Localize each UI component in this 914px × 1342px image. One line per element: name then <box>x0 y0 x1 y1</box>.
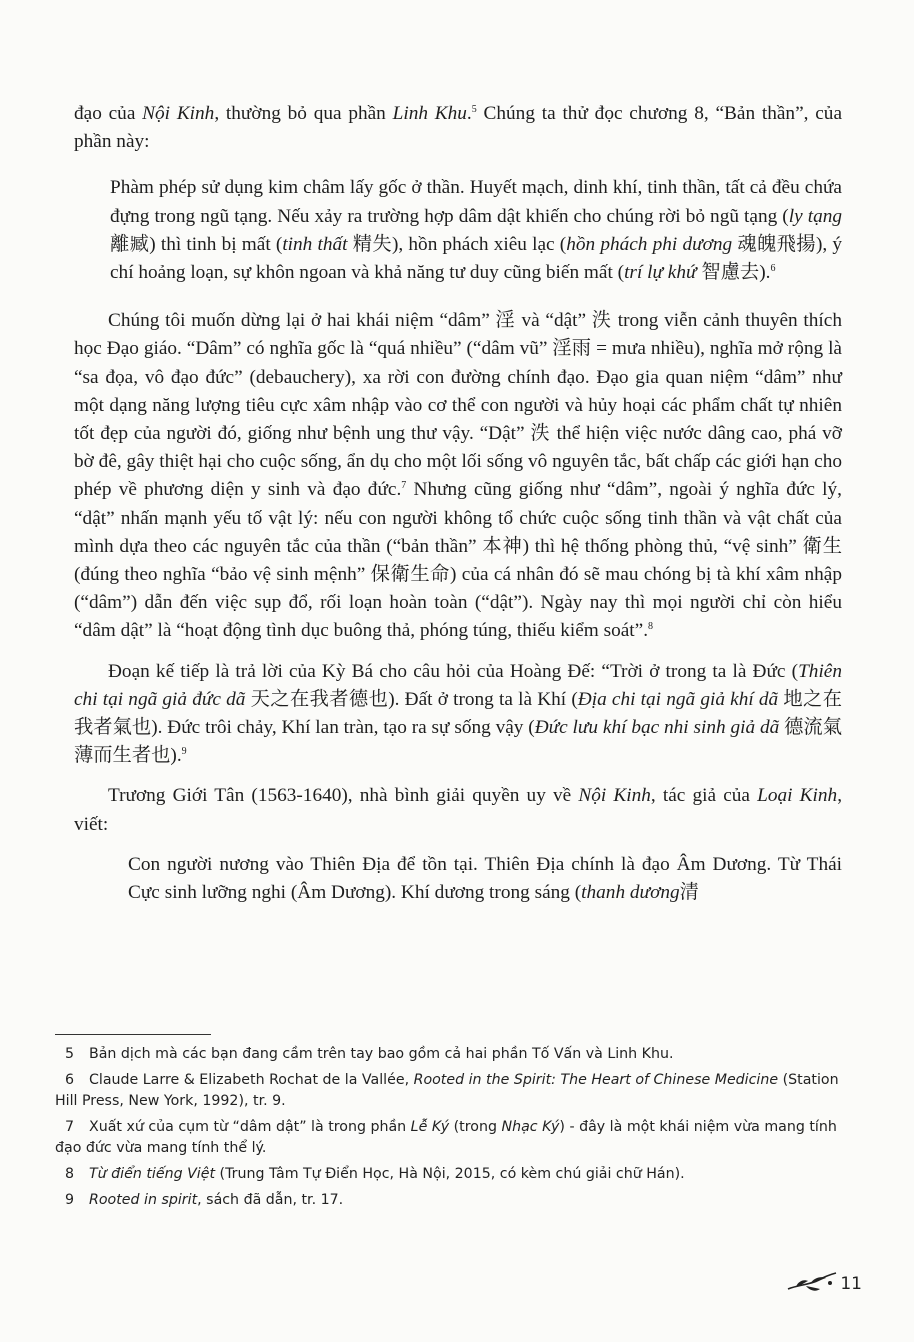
footnote-ref-8[interactable]: 8 <box>648 621 654 633</box>
paragraph-intro: đạo của Nội Kinh, thường bỏ qua phần Linh Khu.$^5$ Chúng ta thử đọc chương 8, “Bản thần”, của phần này: <box>74 103 842 153</box>
footnote-6: 6 Claude Larre & Elizabeth Rochat de la Vallée, Rooted in the Spirit: The Heart of Chinese Medicine (Station Hill Press, New York, 1992), tr. 9. <box>55 1072 839 1109</box>
leaf-ornament-icon <box>786 1269 838 1295</box>
footnote-8: 8 Từ điển tiếng Việt (Trung Tâm Tự Điển Học, Hà Nội, 2015, có kèm chú giải chữ Hán). <box>65 1166 685 1182</box>
paragraph-truong-gioi-tan: Trương Giới Tân (1563-1640), nhà bình giải quyền uy về Nội Kinh, tác giả của Loại Kinh, viết: <box>74 785 843 835</box>
block-quote-ban-than: Phàm phép sử dụng kim châm lấy gốc ở thần. Huyết mạch, dinh khí, tinh thần, tất cả đều chứa đựng trong ngũ tạng. Nếu xảy ra trường hợp dâm dật khiến cho chúng rời bỏ ngũ tạng (ly tạng離臧) thì tinh bị mất (tinh thất 精失), hồn phách xiêu lạc (hồn phách phi dương 魂魄飛揚), ý chí hoảng loạn, sự khôn ngoan và khả năng tư duy cũng biến mất (trí lự khứ 智慮去).$^6$ <box>110 177 843 284</box>
body-text <box>74 100 842 907</box>
paragraph-dam-dat: Chúng tôi muốn dừng lại ở hai khái niệm “dâm” 淫 và “dật” 泆 trong viễn cảnh thuyên thích học Đạo giáo. “Dâm” có nghĩa gốc là “quá nhiều” (“dâm vũ” 淫雨 = mưa nhiều), nghĩa mở rộng là “sa đọa, vô đạo đức” (debauchery), xa rời con đường chính đạo. Đạo gia quan niệm “dâm” như một dạng năng lượng tiêu cực xâm nhập vào cơ thể con người và hủy hoại các phẩm chất tự nhiên tốt đẹp của người đó, giống như bệnh ung thư vậy. “Dật” 泆 thể hiện việc nước dâng cao, phá vỡ bờ đê, gây thiệt hại cho cuộc sống, ẩn dụ cho một lối sống vô nguyên tắc, bất chấp các giới hạn cho phép về phương diện y sinh và đạo đức.$^7$ Nhưng cũng giống như “dâm”, ngoài ý nghĩa đức lý, “dật” nhấn mạnh yếu tố vật lý: nếu con người không tổ chức cuộc sống tinh thần và vật chất của mình dựa theo các nguyên tắc của thần (“bản thần” 本神) thì hệ thống phòng thủ, “vệ sinh” 衛生 (đúng theo nghĩa “bảo vệ sinh mệnh” 保衛生命) của cá nhân đó sẽ mau chóng bị tà khí xâm nhập (“dâm”) dẫn đến việc sụp đổ, rối loạn hoàn toàn (“dật”). Ngày nay thì mọi người chỉ còn hiểu “dâm dật” là “hoạt động tình dục buông thả, phóng túng, thiếu kiểm soát”.$^8$ <box>74 310 843 642</box>
footnote-ref-9[interactable]: 9 <box>181 746 187 758</box>
paragraph-ky-ba: Đoạn kế tiếp là trả lời của Kỳ Bá cho câu hỏi của Hoàng Đế: “Trời ở trong ta là Đức (Thiên chi tại ngã giả đức dã 天之在我者德也). Đất ở trong ta là Khí (Địa chi tại ngã giả khí dã 地之在我者氣也). Đức trôi chảy, Khí lan tràn, tạo ra sự sống vậy (Đức lưu khí bạc nhi sinh giả dã 德流氣薄而生者也).$^9$ <box>74 660 842 767</box>
footnote-7: 7 Xuất xứ của cụm từ “dâm dật” là trong phần Lễ Ký (trong Nhạc Ký) - đây là một khái niệm vừa mang tính đạo đức vừa mang tính thể lý. <box>55 1119 837 1156</box>
page-number: 11 <box>840 1274 862 1294</box>
footnote-ref-5[interactable]: 5 <box>471 104 477 115</box>
footnote-ref-7[interactable]: 7 <box>401 480 407 492</box>
block-quote-am-duong: Con người nương vào Thiên Địa để tồn tại. Thiên Địa chính là đạo Âm Dương. Từ Thái Cực sinh lưỡng nghi (Âm Dương). Khí dương trong sáng (thanh dương清 <box>128 853 842 904</box>
footnote-ref-6[interactable]: 6 <box>770 263 776 275</box>
footnote-9: 9 Rooted in spirit, sách đã dẫn, tr. 17. <box>65 1192 344 1208</box>
footnote-5: 5 Bản dịch mà các bạn đang cầm trên tay bao gồm cả hai phần Tố Vấn và Linh Khu. <box>65 1046 674 1062</box>
footnote-divider <box>55 1034 211 1035</box>
footnotes <box>55 1044 844 1216</box>
